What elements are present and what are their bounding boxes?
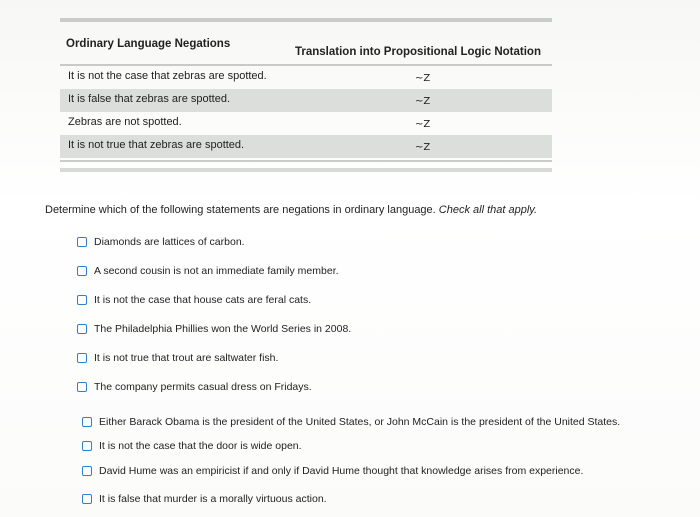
option-label: It is not true that trout are saltwater fish. (94, 352, 279, 364)
checkbox[interactable] (77, 353, 87, 363)
checkbox[interactable] (82, 417, 92, 427)
option-trout[interactable] (77, 352, 278, 364)
option-label: It is not the case that the door is wide open. (99, 440, 302, 452)
table-row (60, 135, 552, 158)
table-row (60, 89, 552, 112)
row-sentence: It is not true that zebras are spotted. (68, 139, 245, 151)
row-sentence: Zebras are not spotted. (68, 116, 182, 128)
option-obama-mccain[interactable] (82, 416, 620, 428)
table-header (60, 30, 552, 66)
checkbox[interactable] (77, 295, 87, 305)
checkbox[interactable] (82, 494, 92, 504)
row-notation: ~Z (415, 119, 431, 130)
prompt-text: Determine which of the following statements are negations in ordinary language. (45, 204, 439, 216)
table-row (60, 112, 552, 135)
option-label: David Hume was an empiricist if and only if David Hume thought that knowledge arises from experience. (99, 465, 584, 477)
table-bottom-band (60, 168, 552, 172)
option-label: The company permits casual dress on Fridays. (94, 381, 312, 393)
option-label: The Philadelphia Phillies won the World Series in 2008. (94, 323, 352, 335)
row-notation: ~Z (415, 142, 431, 153)
option-label: It is not the case that house cats are feral cats. (94, 294, 312, 306)
option-label: Either Barack Obama is the president of the United States, or John McCain is the president of the United States. (99, 416, 621, 428)
checkbox[interactable] (82, 441, 92, 451)
row-sentence: It is not the case that zebras are spotted. (68, 70, 267, 82)
negations-table (60, 18, 552, 172)
option-door[interactable] (82, 440, 302, 452)
header-translation: Translation into Propositional Logic Notation (295, 46, 541, 58)
option-label: Diamonds are lattices of carbon. (94, 236, 245, 248)
option-casual-dress[interactable] (77, 381, 312, 393)
option-label: It is false that murder is a morally virtuous action. (99, 493, 327, 505)
checkbox[interactable] (82, 466, 92, 476)
table-bottom-rule (60, 160, 552, 162)
option-diamonds[interactable] (77, 236, 245, 248)
checkbox[interactable] (77, 237, 87, 247)
prompt-instruction: Check all that apply. (438, 204, 538, 216)
checkbox[interactable] (77, 266, 87, 276)
question-prompt (45, 204, 537, 216)
checkbox[interactable] (77, 382, 87, 392)
option-murder[interactable] (82, 493, 327, 505)
row-sentence: It is false that zebras are spotted. (68, 93, 231, 105)
table-row (60, 66, 552, 89)
option-house-cats[interactable] (77, 294, 311, 306)
option-label: A second cousin is not an immediate family member. (94, 265, 339, 277)
header-ordinary-language: Ordinary Language Negations (66, 38, 231, 50)
option-hume[interactable] (82, 465, 583, 477)
row-notation: ~Z (415, 96, 431, 107)
option-second-cousin[interactable] (77, 265, 339, 277)
table-top-rule (60, 18, 552, 22)
checkbox[interactable] (77, 324, 87, 334)
option-phillies[interactable] (77, 323, 351, 335)
row-notation: ~Z (415, 73, 431, 84)
